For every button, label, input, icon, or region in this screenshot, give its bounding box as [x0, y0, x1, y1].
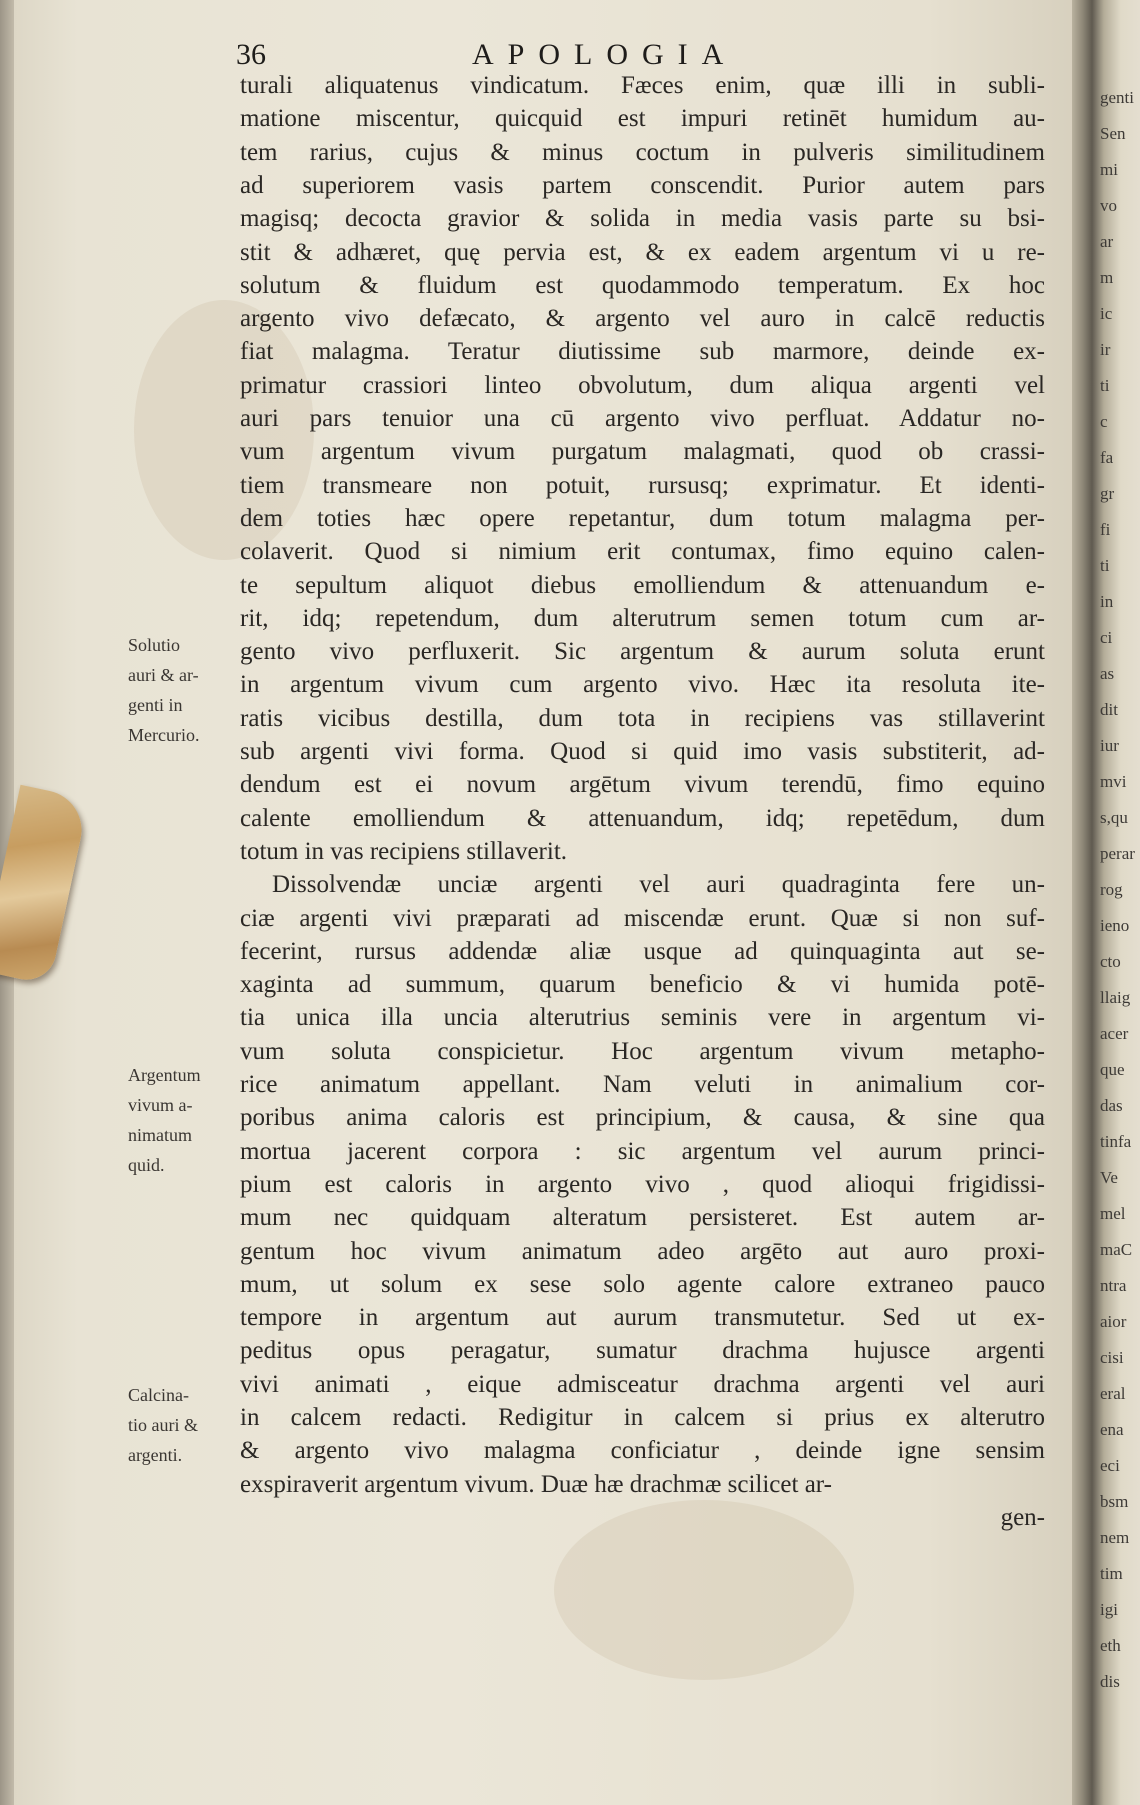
text-line: dem toties hæc opere repetantur, dum totum malagma per- [240, 504, 1045, 532]
text-line: & argento vivo malagma conficiatur , deinde igne sensim [240, 1437, 1045, 1465]
marginal-note-line: tio auri & [128, 1415, 198, 1435]
facing-page-fragment: m [1100, 268, 1114, 287]
text-line: dendum est ei novum argētum vivum terendū, fimo equino [240, 771, 1045, 799]
facing-page-fragment: rog [1100, 880, 1123, 899]
facing-page-fragment: vo [1100, 196, 1117, 215]
marginal-note-line: argenti. [128, 1445, 183, 1465]
text-line: totum in vas recipiens stillaverit. [240, 837, 568, 865]
text-line: tia unica illa uncia alterutrius seminis vere in argentum vi- [240, 1004, 1045, 1032]
facing-page-fragment: cisi [1100, 1348, 1124, 1367]
text-line: sub argenti vivi forma. Quod si quid imo vasis substiterit, ad- [240, 738, 1045, 765]
marginal-note-line: vivum a- [128, 1095, 193, 1115]
facing-page-fragment: eth [1100, 1636, 1121, 1655]
text-line: ciæ argenti vivi præparati ad miscendæ erunt. Quæ si non suf- [240, 904, 1045, 932]
text-line: tempore in argentum aut aurum transmutetur. Sed ut ex- [240, 1304, 1045, 1332]
facing-page-fragment: Ve [1100, 1168, 1118, 1187]
facing-page-fragment: dit [1100, 700, 1118, 719]
text-line: exspiraverit argentum vivum. Duæ hæ drachmæ scilicet ar- [240, 1470, 832, 1498]
facing-page-fragment: c [1100, 412, 1108, 431]
text-line: fecerint, rursus addendæ aliæ usque ad quinquaginta aut se- [240, 937, 1045, 965]
text-line: mum, ut solum ex sese solo agente calore extraneo pauco [240, 1270, 1045, 1298]
text-line: primatur crassiori linteo obvolutum, dum aliqua argenti vel [240, 371, 1045, 399]
facing-page-fragment: genti [1100, 88, 1134, 107]
text-line: tem rarius, cujus & minus coctum in pulveris similitudinem [240, 138, 1045, 166]
marginal-note-solutio [128, 630, 246, 750]
facing-page-fragment: cto [1100, 952, 1121, 971]
page-number: 36 [236, 38, 266, 71]
text-line: stit & adhæret, quę pervia est, & ex eadem argentum vi u re- [240, 238, 1045, 266]
facing-page-fragment: mi [1100, 160, 1118, 179]
text-line: in calcem redacti. Redigitur in calcem si prius ex alterutro [240, 1404, 1045, 1431]
facing-page-fragment: ena [1100, 1420, 1124, 1439]
text-line: gentum hoc vivum animatum adeo argēto aut auro proxi- [240, 1237, 1045, 1265]
facing-page-fragment: s,qu [1100, 808, 1128, 827]
facing-page-fragment: ci [1100, 628, 1113, 647]
text-line: matione miscentur, quicquid est impuri retinēt humidum au- [240, 105, 1045, 133]
facing-page-fragment: aior [1100, 1312, 1127, 1331]
facing-page-fragment: llaig [1100, 988, 1131, 1007]
facing-page-fragment: Sen [1100, 124, 1126, 143]
facing-page-fragment: ti [1100, 556, 1110, 575]
marginal-note-line: nimatum [128, 1125, 192, 1145]
text-line: argento vivo defæcato, & argento vel auro in calcē reductis [240, 305, 1045, 333]
facing-page-fragment: das [1100, 1096, 1123, 1115]
text-line: vum argentum vivum purgatum malagmati, quod ob crassi- [240, 438, 1045, 466]
marginal-note-argentum [128, 1060, 246, 1180]
facing-page-fragment: bsm [1100, 1492, 1129, 1511]
text-line: poribus anima caloris est principium, & causa, & sine qua [240, 1104, 1045, 1132]
facing-page-edge [1092, 0, 1140, 1805]
page-fold-shadow [1072, 0, 1092, 1805]
text-line: magisq; decocta gravior & solida in media vasis parte su bsi- [240, 205, 1045, 233]
facing-page-fragment: mvi [1100, 772, 1127, 791]
text-line: solutum & fluidum est quodammodo temperatum. Ex hoc [240, 271, 1045, 299]
marginal-note-line: Argentum [128, 1065, 201, 1085]
marginal-note-calcinatio [128, 1380, 246, 1470]
facing-page-fragment: ntra [1100, 1276, 1127, 1295]
text-line: turali aliquatenus vindicatum. Fæces enim, quæ illi in subli- [240, 72, 1045, 99]
facing-page-fragment: dis [1100, 1672, 1120, 1691]
text-line: vivi animati , eique admisceatur drachma argenti vel auri [240, 1370, 1045, 1398]
text-line: tiem transmeare non potuit, rursusq; exprimatur. Et identi- [240, 471, 1045, 499]
marginal-note-line: quid. [128, 1155, 165, 1175]
text-line: ratis vicibus destilla, dum tota in recipiens vas stillaverint [240, 704, 1045, 732]
marginal-note-line: Calcina- [128, 1385, 189, 1405]
text-line: auri pars tenuior una cū argento vivo perfluat. Addatur no- [240, 405, 1045, 432]
facing-page-fragment: in [1100, 592, 1114, 611]
facing-page-fragment: ir [1100, 340, 1111, 359]
text-line: pium est caloris in argento vivo , quod alioqui frigidissi- [240, 1170, 1045, 1198]
running-title: APOLOGIA [472, 38, 738, 71]
text-line: colaverit. Quod si nimium erit contumax, fimo equino calen- [240, 538, 1045, 566]
facing-page-fragment: ar [1100, 232, 1114, 251]
marginal-note-line: genti in [128, 695, 183, 715]
facing-page-fragment: acer [1100, 1024, 1129, 1043]
facing-page-fragment: mel [1100, 1204, 1126, 1223]
facing-page-fragment: nem [1100, 1528, 1130, 1547]
facing-page-fragment: ti [1100, 376, 1110, 395]
text-line: rit, idq; repetendum, dum alterutrum semen totum cum ar- [240, 604, 1045, 632]
text-line: xaginta ad summum, quarum beneficio & vi humida potē- [240, 971, 1045, 999]
text-line: fiat malagma. Teratur diutissime sub marmore, deinde ex- [240, 338, 1045, 366]
text-line: calente emolliendum & attenuandum, idq; repetēdum, dum [240, 804, 1045, 832]
marginal-note-line: Mercurio. [128, 725, 200, 745]
facing-page-fragment: maC [1100, 1240, 1133, 1259]
text-line: vum soluta conspicietur. Hoc argentum vivum metapho- [240, 1037, 1045, 1065]
facing-page-fragment: igi [1100, 1600, 1118, 1619]
facing-page-fragment: eci [1100, 1456, 1120, 1475]
text-line: gento vivo perfluxerit. Sic argentum & aurum soluta erunt [240, 638, 1045, 666]
marginal-note-line: auri & ar- [128, 665, 199, 685]
facing-page-fragment: tinfa [1100, 1132, 1132, 1151]
facing-page-fragment: tim [1100, 1564, 1123, 1583]
facing-page-fragment: ieno [1100, 916, 1130, 935]
facing-page-fragment: iur [1100, 736, 1119, 755]
facing-page-fragment: as [1100, 664, 1115, 683]
text-line: te sepultum aliquot diebus emolliendum & attenuandum e- [240, 571, 1045, 599]
text-line: ad superiorem vasis partem conscendit. Purior autem pars [240, 171, 1045, 199]
text-line: gen- [1000, 1503, 1045, 1531]
facing-page-fragment: que [1100, 1060, 1125, 1079]
facing-page-fragment: eral [1100, 1384, 1126, 1403]
text-line: Dissolvendæ unciæ argenti vel auri quadraginta fere un- [272, 871, 1045, 899]
text-line: in argentum vivum cum argento vivo. Hæc ita resoluta ite- [240, 671, 1045, 699]
text-line: rice animatum appellant. Nam veluti in animalium cor- [240, 1071, 1045, 1098]
text-line: mortua jacerent corpora : sic argentum vel aurum princi- [240, 1137, 1045, 1165]
facing-page-fragment: fa [1100, 448, 1114, 467]
facing-page-fragment: fi [1100, 520, 1111, 539]
facing-page-fragment: perar [1100, 844, 1135, 863]
facing-page-fragment: ic [1100, 304, 1113, 323]
facing-page-fragment: gr [1100, 484, 1115, 503]
text-line: peditus opus peragatur, sumatur drachma hujusce argenti [240, 1337, 1045, 1365]
text-line: mum nec quidquam alteratum persisteret. Est autem ar- [240, 1204, 1045, 1232]
marginal-note-line: Solutio [128, 635, 181, 655]
